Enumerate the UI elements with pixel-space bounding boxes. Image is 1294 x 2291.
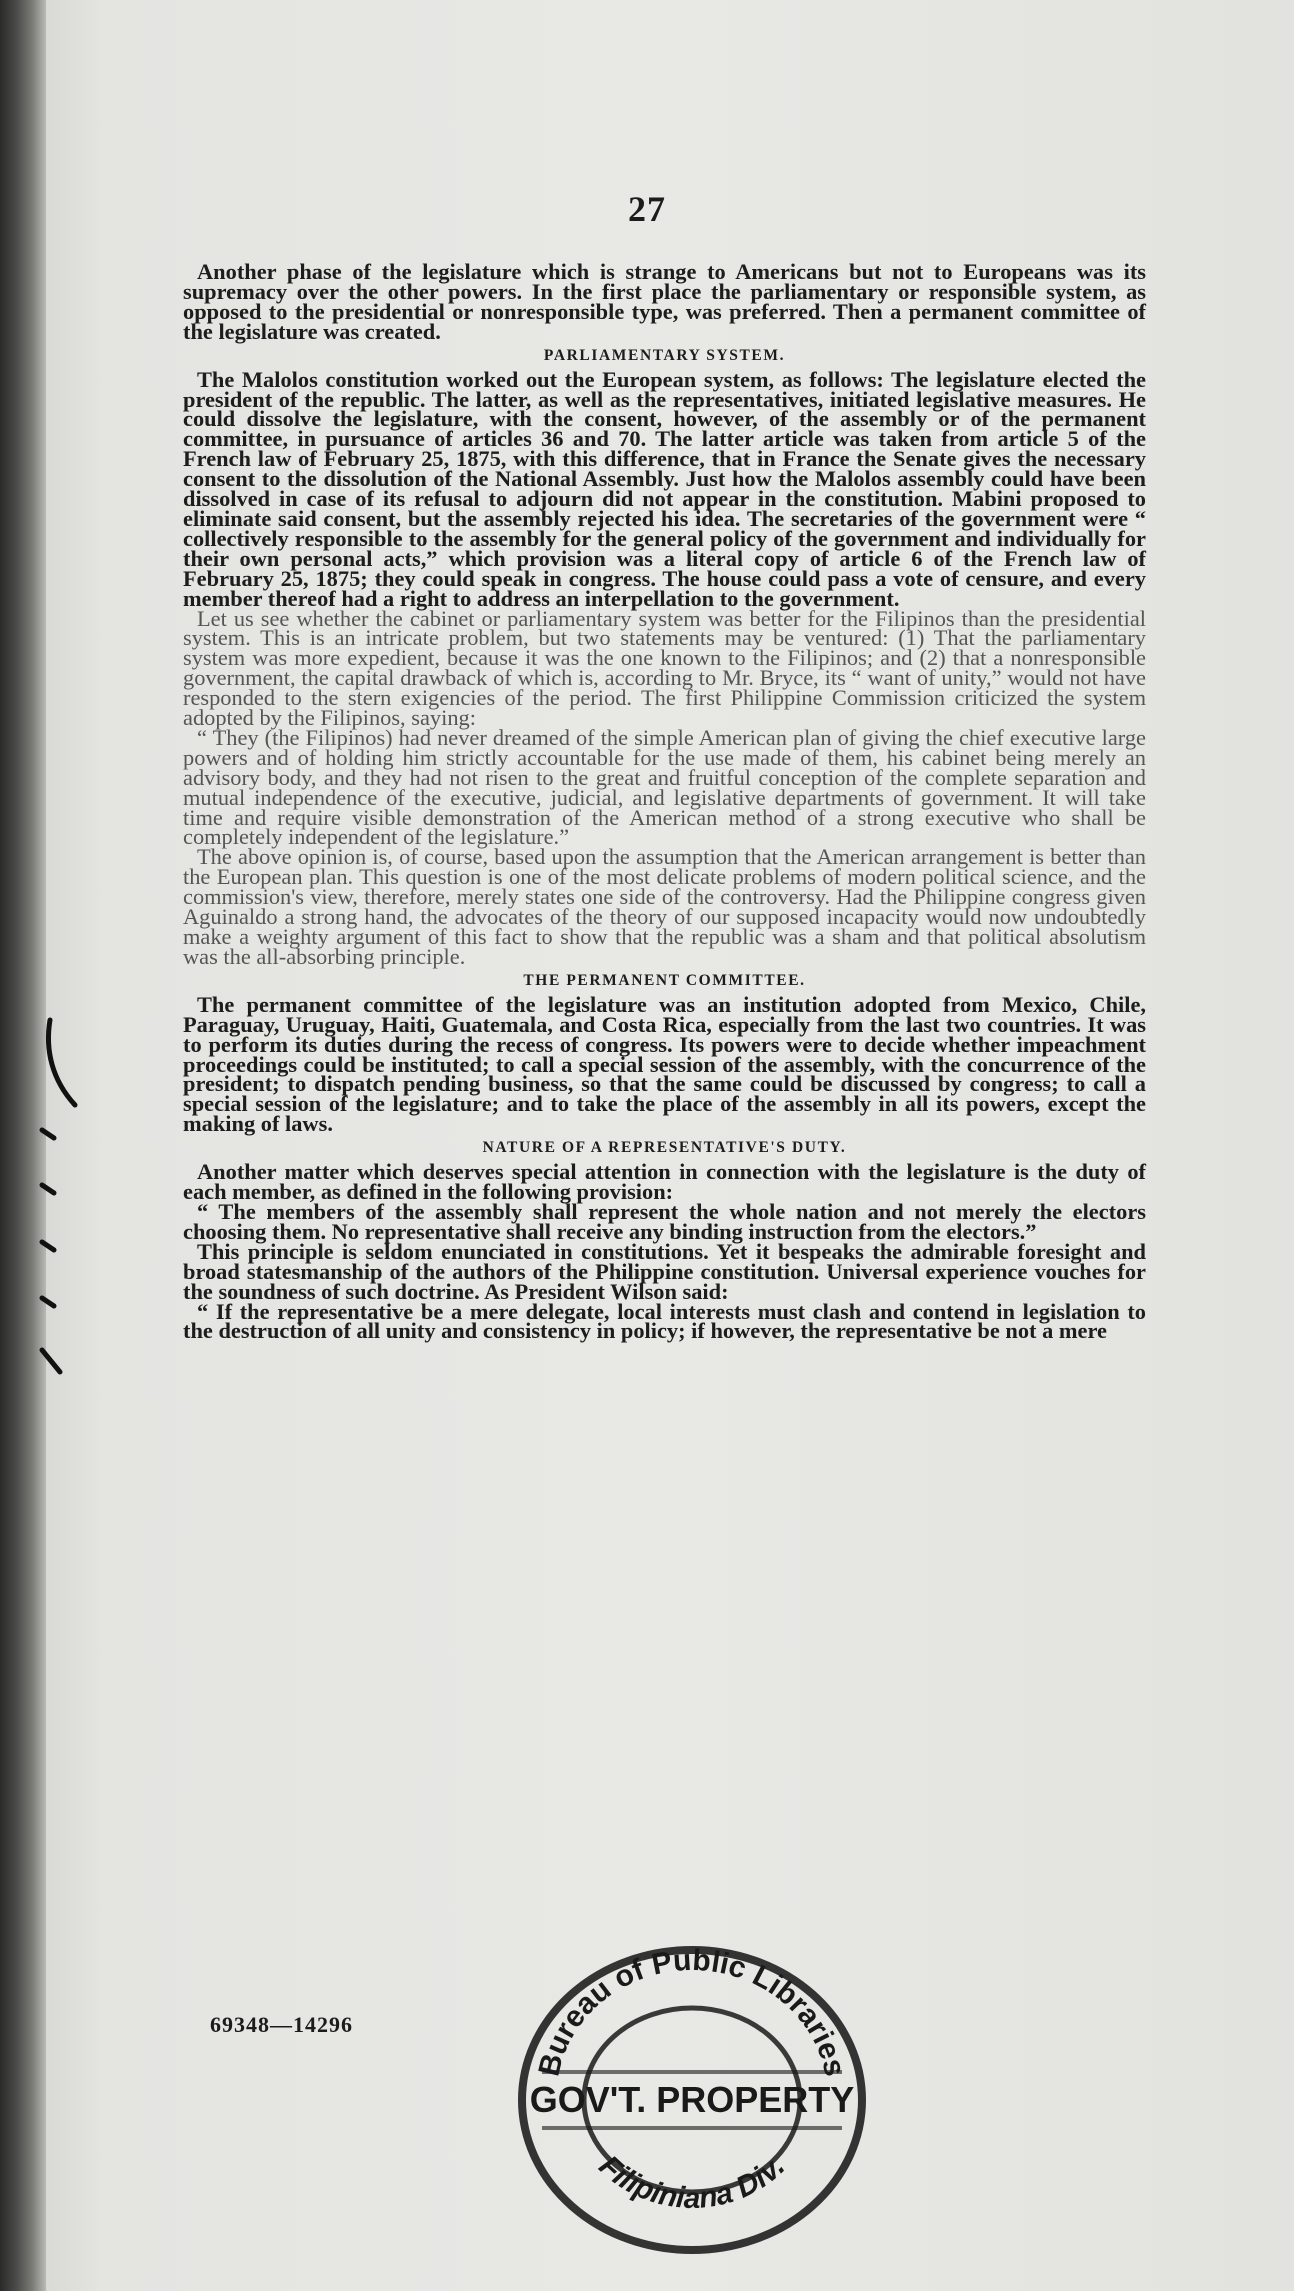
quote-president-wilson: “ If the representative be a mere delegate, local interests must clash and contend in legislation to the destruction of all unity and consistency in policy; if however, the representative be not a mere — [183, 1298, 1146, 1344]
paragraph-principle-seldom-enunciated: This principle is seldom enunciated in constitutions. Yet it bespeaks the admirable foresight and broad statesmanship of the authors of the Philippine constitution. Universal experience vouches for the soundness of such doctrine. As President Wilson said: — [183, 1238, 1146, 1304]
paragraph-duty-of-member: Another matter which deserves special attention in connection with the legislature is the duty of each member, as defined in the following provision: — [183, 1159, 1146, 1205]
heading-parliamentary-system: PARLIAMENTARY SYSTEM. — [543, 346, 786, 364]
margin-mark-dash-3 — [42, 1242, 54, 1250]
margin-mark-dash-1 — [42, 1130, 54, 1138]
margin-mark-dash-2 — [42, 1185, 54, 1193]
margin-mark-bracket — [48, 1020, 75, 1105]
stamp-top-text: Bureau of Public Libraries — [532, 1943, 852, 2080]
quote-members-represent-nation: “ The members of the assembly shall represent the whole nation and not merely the electors choosing them. No representative shall receive any binding instruction from the electors.” — [183, 1198, 1146, 1244]
margin-mark-dash-4 — [42, 1298, 54, 1306]
stamp-bottom-text: Filipiniana Div. — [592, 2149, 792, 2215]
library-stamp — [502, 1920, 882, 2260]
paragraph-legislature-supremacy: Another phase of the legislature which is strange to Americans but not to Europeans was its supremacy over the other powers. In the first place the parliamentary or responsible system, as opposed to the presidential or nonresponsible type, was preferred. Then a permanent committee of the legislature was created. — [183, 259, 1146, 344]
margin-mark-dash-5 — [42, 1350, 60, 1372]
print-job-code: 69348—14296 — [210, 2012, 353, 2037]
paragraph-malolos-constitution: The Malolos constitution worked out the European system, as follows: The legislature elected the president of the republic. The latter, as well as the representatives, initiated legislative measures. He could dissolve the legislature, with the consent, however, of the assembly or of the permanent committee, in pursuance of articles 36 and 70. The latter article was taken from article 5 of the French law of February 25, 1875, with this difference, that in France the Senate gives the necessary consent to the dissolution of the National Assembly. Just how the Malolos assembly could have been dissolved in case of its refusal to adjourn did not appear in the constitution. Mabini proposed to eliminate said consent, but the assembly rejected his idea. The secretaries of the government were “ collectively responsible to the assembly for the general policy of the government and individually for their own personal acts,” which provision was a literal copy of article 6 of the French law of February 25, 1875; they could speak in congress. The house could pass a vote of censure, and every member thereof had a right to address an interpellation to the government. — [183, 366, 1146, 611]
quote-philippine-commission: “ They (the Filipinos) had never dreamed of the simple American plan of giving the chief executive large powers and of holding him strictly accountable for the use made of them, his cabinet being merely an advisory body, and they had not risen to the great and fruitful conception of the complete separation and mutual independence of the executive, judicial, and legislative departments of government. It will take time and require visible demonstration of the American method of a strong executive who shall be completely independent of the legislature.” — [183, 724, 1146, 850]
paragraph-opinion-assumption: The above opinion is, of course, based upon the assumption that the American arrangement is better than the European plan. This question is one of the most delicate problems of modern political science, and the commission's view, therefore, merely states one side of the controversy. Had the Philippine congress given Aguinaldo a strong hand, the advocates of the theory of our supposed incapacity would now undoubtedly make a weighty argument of this fact to show that the republic was a sham and that political absolutism was the all-absorbing principle. — [183, 844, 1146, 969]
heading-representative-duty: NATURE OF A REPRESENTATIVE'S DUTY. — [482, 1139, 847, 1157]
heading-permanent-committee: THE PERMANENT COMMITTEE. — [523, 971, 806, 989]
page-body — [183, 259, 1146, 1344]
paragraph-cabinet-vs-presidential: Let us see whether the cabinet or parliamentary system was better for the Filipinos than the presidential system. This is an intricate problem, but two statements may be ventured: (1) That the parliamentary system was more expedient, because it was the one known to the Filipinos; and (2) that a nonresponsible government, the capital drawback of which is, according to Mr. Bryce, its “ want of unity,” would not have responded to the stern exigencies of the period. The first Philippine Commission criticized the system adopted by the Filipinos, saying: — [183, 605, 1146, 731]
stamp-center-text: GOV'T. PROPERTY — [529, 2079, 855, 2120]
margin-pencil-marks — [20, 1010, 80, 1410]
page-number: 27 — [628, 189, 666, 229]
paragraph-permanent-committee: The permanent committee of the legislature was an institution adopted from Mexico, Chile, Paraguay, Uruguay, Haiti, Guatemala, and Costa Rica, especially from the last two countries. It was to perform its duties during the recess of congress. Its powers were to decide whether impeachment proceedings could be instituted; to call a special session of the assembly, with the concurrence of the president; to dispatch pending business, so that the same could be discussed by congress; to call a special session of the legislature; and to take the place of the assembly in all its powers, except the making of laws. — [183, 991, 1146, 1137]
